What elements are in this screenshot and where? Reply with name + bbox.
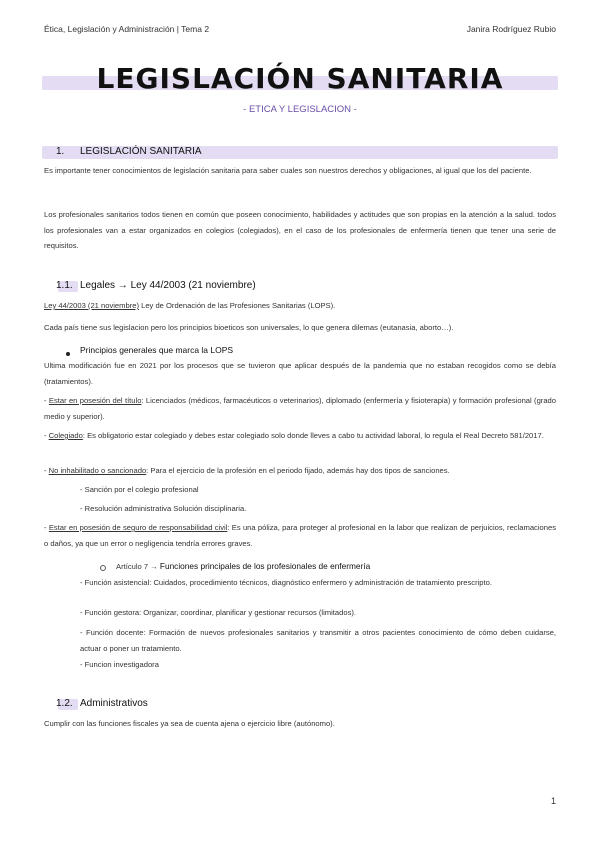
section-1-heading: LEGISLACIÓN SANITARIA (80, 146, 202, 157)
section-1-1-heading: Legales → Ley 44/2003 (21 noviembre) (80, 280, 256, 291)
requirement-insurance: - Estar en posesión de seguro de responsabilidad civil: Es una póliza, para proteger al profesional en la labor que realizan de perjuicios, reclamaciones o daños, ya que un error o negligencia tendría errores graves. (44, 523, 557, 548)
function-research: - Funcion investigadora (80, 660, 159, 669)
requirement-colegiado: - Colegiado: Es obligatorio estar colegiado y debes estar colegiado solo donde lleves a cabo tu actividad laboral, lo regula el Real Decreto 581/2017. (44, 431, 544, 440)
section-1-2-paragraph: Cumplir con las funciones fiscales ya sea de cuenta ajena o ejercicio libre (autónomo). (44, 719, 335, 728)
function-management: - Función gestora: Organizar, coordinar, planificar y gestionar recursos (limitados). (80, 608, 357, 617)
header-left: Ética, Legislación y Administración | Tema 2 (44, 24, 210, 34)
section-1-paragraph-2: Los profesionales sanitarios todos tienen en común que poseen conocimiento, habilidades y actitudes que son propias en la atención a la salud. todos los profesionales van a estar organizados en colegios (colegiados), en el caso de los profesionales de enfermería tienen que tener una serie de requisitos. (44, 210, 556, 250)
article-7-heading: Funciones principales de los profesionales de enfermería (159, 561, 371, 571)
requirement-title-label: Estar en posesión del título (48, 396, 142, 405)
page-title: LEGISLACIÓN SANITARIA (96, 62, 504, 95)
section-1-2-number: 1.2. (56, 698, 73, 709)
last-modification-paragraph: Ultima modificación fue en 2021 por los procesos que se tuvieron que aplicar después de la pandemia que no estaban recogidos como se debía (tratamientos). (44, 361, 556, 386)
requirement-insurance-text: : Es una póliza, para proteger al profesional en la labor que realizan de perjuicios, reclamaciones o daños, ya que un error o negligencia tendría errores graves. (44, 523, 557, 548)
section-1-1-number: 1.1. (56, 280, 73, 291)
requirement-not-sanctioned: - No inhabilitado o sancionado: Para el ejercicio de la profesión en el periodo fijado, además hay dos tipos de sanciones. (44, 466, 450, 475)
requirement-colegiado-label: Colegiado (48, 431, 83, 440)
article-7-line (116, 559, 556, 575)
sanction-2: - Resolución administrativa Solución disciplinaria. (80, 504, 247, 513)
sanction-1: - Sanción por el colegio profesional (80, 485, 199, 494)
function-care: - Función asistencial: Cuidados, procedimiento técnicos, diagnóstico enfermero y administración de tratamiento prescripto. (80, 578, 492, 587)
section-1-2-heading: Administrativos (80, 698, 148, 709)
law-reference-line (44, 298, 556, 314)
section-1-paragraph-1: Es importante tener conocimientos de legislación sanitaria para saber cuales son nuestros derechos y obligaciones, al igual que los del paciente. (44, 166, 532, 175)
requirement-colegiado-text: : Es obligatorio estar colegiado y debes estar colegiado solo donde lleves a cabo tu actividad laboral, lo regula el Real Decreto 581/2017. (82, 431, 544, 440)
requirement-title: - Estar en posesión del título: Licenciados (médicos, farmacéuticos o veterinarios), diplomado (enfermería y fisioterapia) y formación profesional (grado medio y superior). (44, 396, 556, 421)
page-subtitle: - ETICA Y LEGISLACION - (243, 104, 357, 115)
article-7-prefix: Artículo 7 → (116, 562, 160, 571)
law-reference-description: Ley de Ordenación de las Profesiones Sanitarias (LOPS). (138, 301, 336, 310)
section-1-number: 1. (56, 146, 65, 157)
circle-bullet-icon (100, 565, 106, 571)
bullet-icon (66, 352, 70, 356)
requirement-title-text: : Licenciados (médicos, farmacéuticos o veterinarios), diplomado (enfermería y fisioterapia) y formación profesional (grado medio y superior). (44, 396, 556, 421)
legislation-paragraph: Cada país tiene sus legislacion pero los principios bioeticos son universales, lo que genera dilemas (eutanasia, aborto…). (44, 323, 454, 332)
law-reference: Ley 44/2003 (21 noviembre) (44, 301, 139, 310)
header-right: Janira Rodríguez Rubio (466, 24, 556, 34)
page-number: 1 (550, 796, 556, 806)
requirement-not-sanctioned-label: No inhabilitado o sancionado (48, 466, 147, 475)
function-teaching: - Función docente: Formación de nuevos profesionales sanitarios y transmitir a otros pacientes conocimiento de cómo deben cuidarse, actuar o poner un tratamiento. (80, 628, 556, 653)
requirement-not-sanctioned-text: : Para el ejercicio de la profesión en el periodo fijado, además hay dos tipos de sanciones. (146, 466, 450, 475)
requirement-insurance-label: Estar en posesión de seguro de responsabilidad civil (48, 523, 228, 532)
lops-principles-bullet: Principios generales que marca la LOPS (80, 345, 234, 355)
